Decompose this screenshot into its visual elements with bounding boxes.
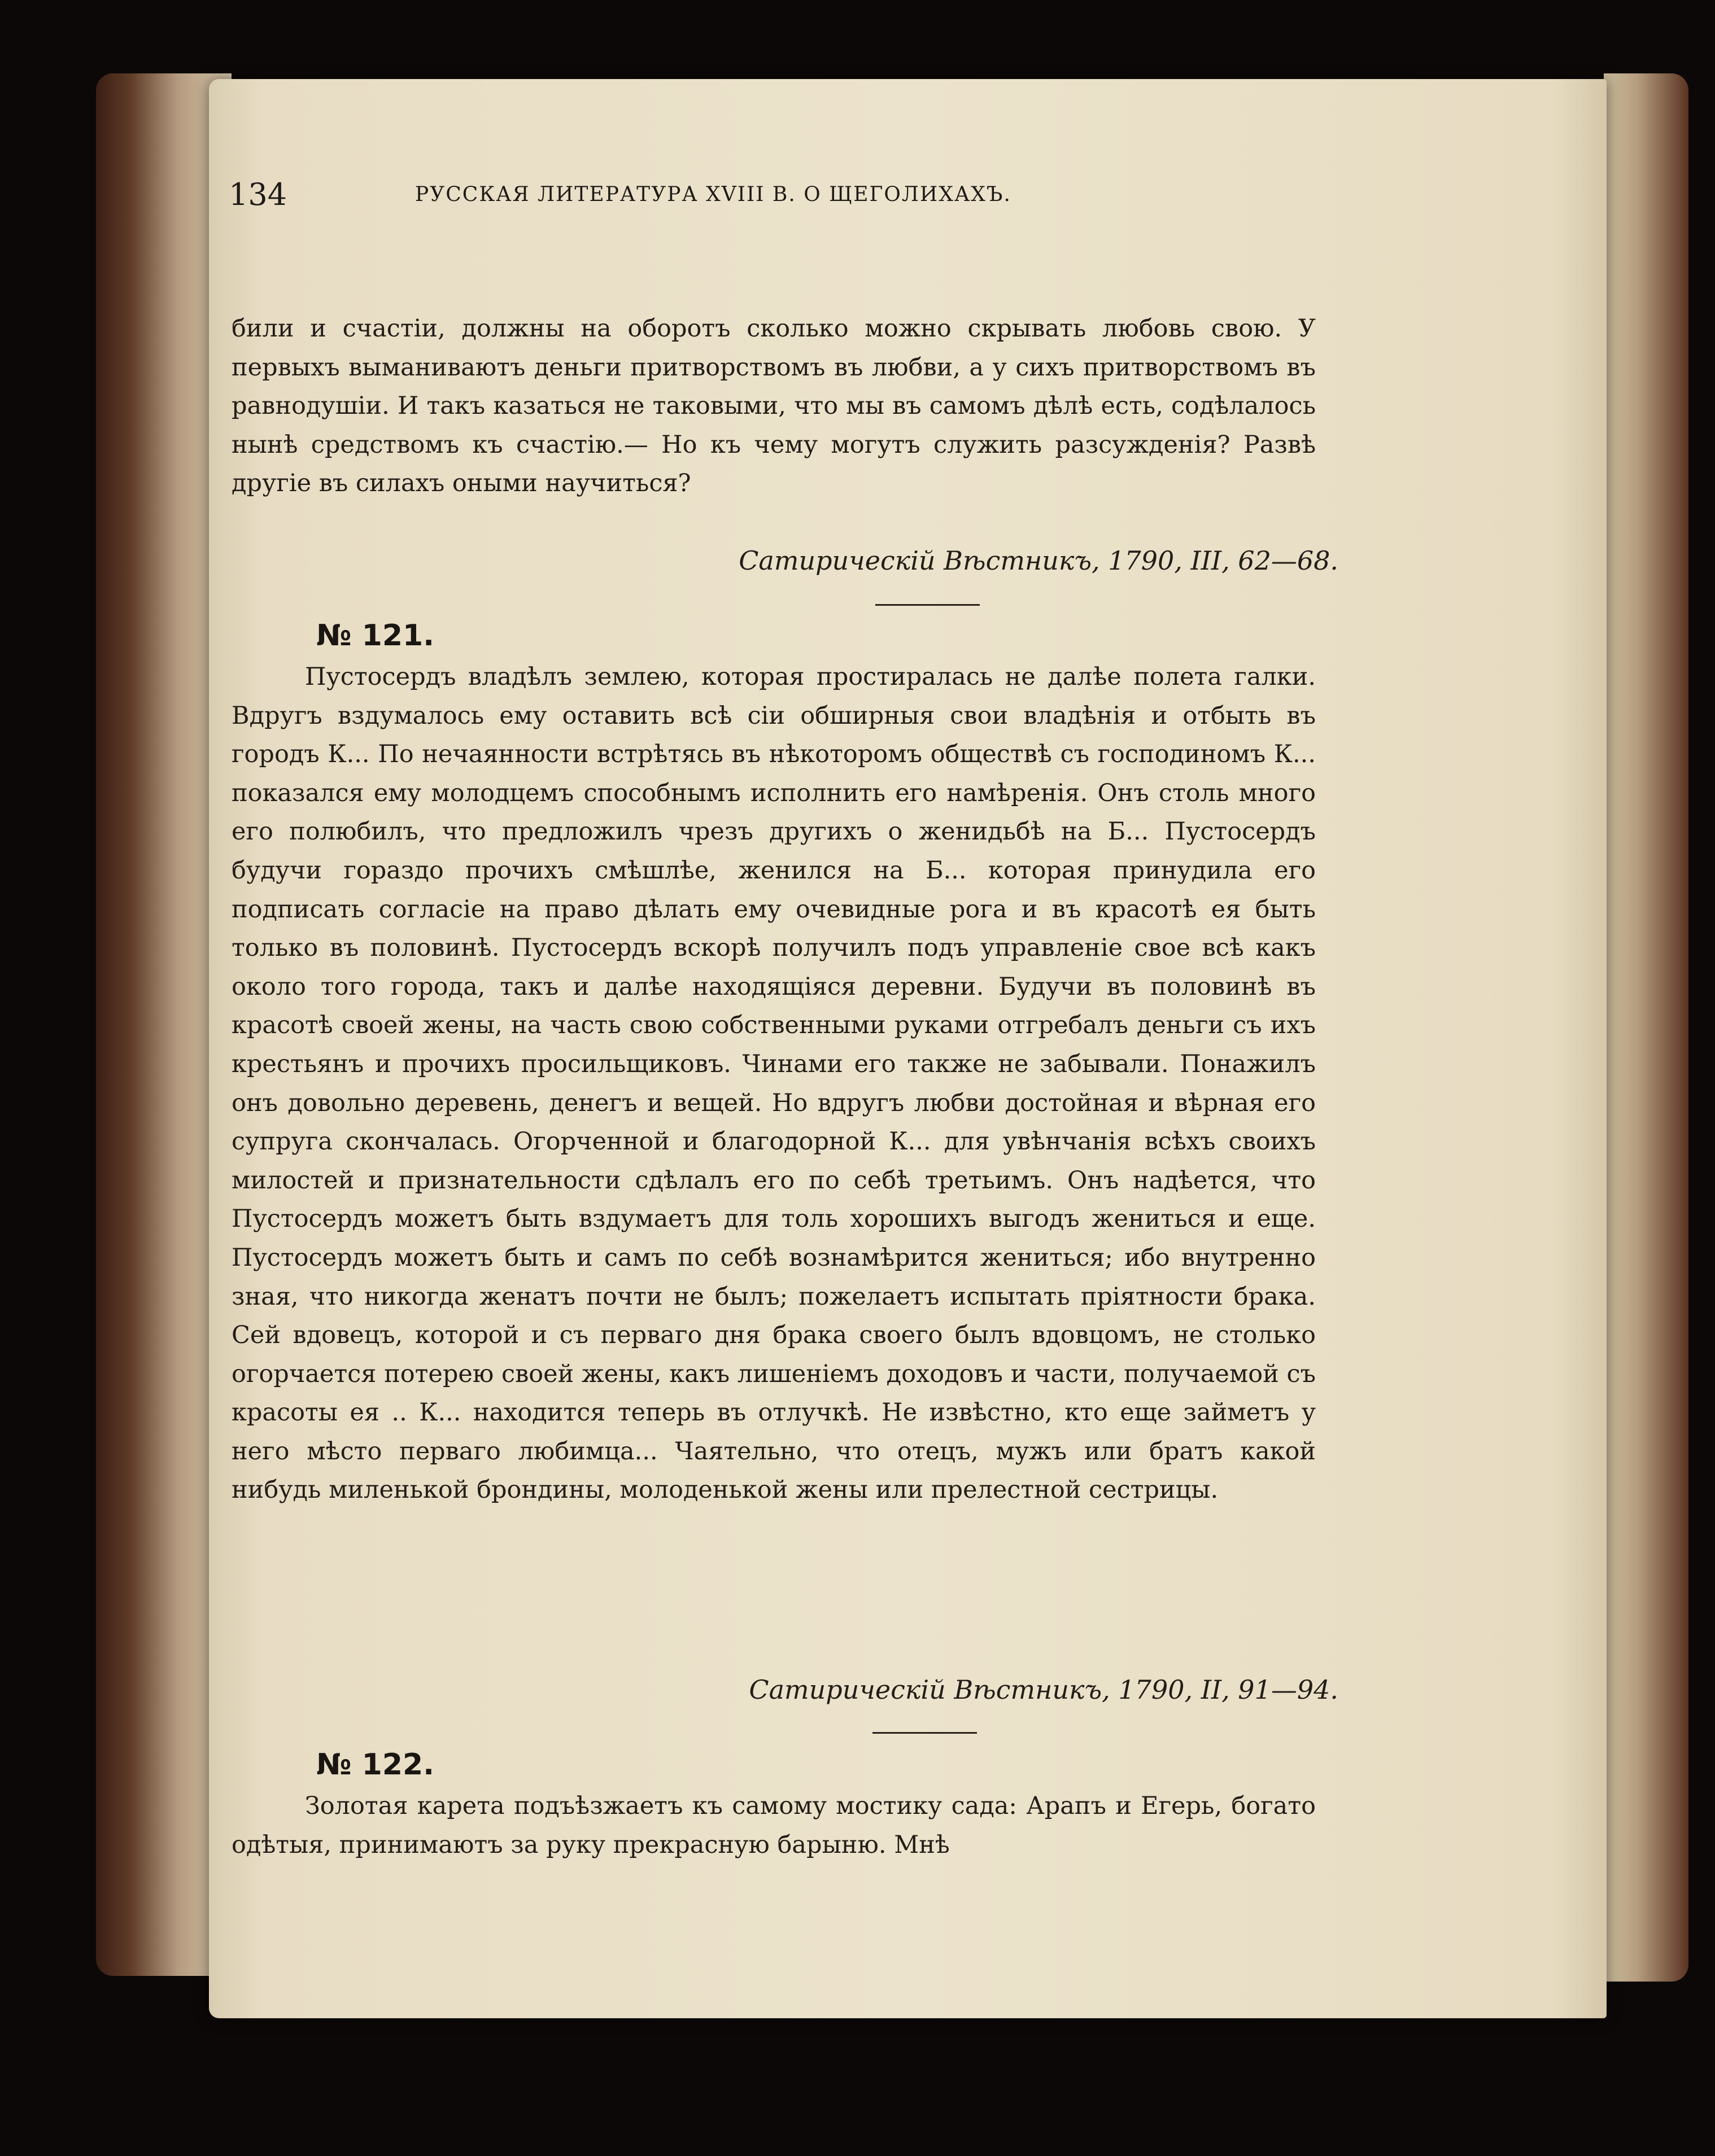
entry-number-122: № 122. <box>316 1748 434 1782</box>
running-title: РУССКАЯ ЛИТЕРАТУРА XVIII В. О ЩЕГОЛИХАХЪ. <box>415 183 1011 206</box>
entry-121-source: Сатирическій Вѣстникъ, 1790, II, 91—94. <box>749 1674 1338 1705</box>
entry-122-text: Золотая карета подъѣзжаетъ къ самому мостику сада: Арапъ и Егерь, богато одѣтыя, принимаютъ за руку прекрасную барыню. Мнѣ <box>232 1792 1316 1859</box>
entry-121-text: Пустосердъ владѣлъ землею, которая простиралась не далѣе полета галки. Вдругъ вздумалось ему оставить всѣ сіи обширныя свои владѣнія и отбыть въ городъ К... По нечаянности встрѣтясь въ нѣкоторомъ обществѣ съ господиномъ К... показался ему молодцемъ способнымъ исполнить его намѣренія. Онъ столь много его полюбилъ, что предложилъ чрезъ другихъ о женидьбѣ на Б... Пустосердъ будучи гораздо прочихъ смѣшлѣе, женился на Б... которая принудила его подписать согласіе на право дѣлать ему очевидные рога и въ красотѣ ея быть только въ половинѣ. Пустосердъ вскорѣ получилъ подъ управленіе свое всѣ какъ около того города, такъ и далѣе находящіяся деревни. Будучи въ половинѣ въ красотѣ своей жены, на часть свою собственными руками отгребалъ деньги съ ихъ крестьянъ и прочихъ просильщиковъ. Чинами его также не забывали. Понажилъ онъ довольно деревень, денегъ и вещей. Но вдругъ любви достойная и вѣрная его супруга скончалась. Огорченной и благодорной К... для увѣнчанія всѣхъ своихъ милостей и признательности сдѣлалъ его по себѣ третьимъ. Онъ надѣется, что Пустосердъ можетъ быть вздумаетъ для толь хорошихъ выгодъ жениться и еще. Пустосердъ можетъ быть и самъ по себѣ вознамѣрится жениться; ибо внутренно зная, что никогда женатъ почти не былъ; пожелаетъ испытать пріятности брака. Сей вдовецъ, которой и съ перваго дня брака своего былъ вдовцомъ, не столько огорчается потерею своей жены, какъ лишеніемъ доходовъ и части, получаемой съ красоты ея .. К... находится теперь въ отлучкѣ. Не извѣстно, кто еще займетъ у него мѣсто перваго любимца... Чаятельно, что отецъ, мужъ или братъ какой нибудь миленькой брондины, молоденькой жены или прелестной сестрицы. <box>232 663 1316 1505</box>
continuation-text: били и счастіи, должны на оборотъ сколько можно скрывать любовь свою. У первыхъ выманиваютъ деньги притворствомъ въ любви, а у сихъ притворствомъ въ равнодушіи. И такъ казаться не таковыми, что мы въ самомъ дѣлѣ есть, содѣлалось нынѣ средствомъ къ счастію.— Но къ чему могутъ служить разсужденія? Развѣ другіе въ силахъ оными научиться? <box>232 314 1316 498</box>
entry-121-paragraph <box>232 658 1316 1510</box>
page-number: 134 <box>229 177 287 212</box>
page-header <box>229 169 1324 220</box>
entry-number-121: № 121. <box>316 619 434 653</box>
separator-rule <box>875 604 980 606</box>
continuation-paragraph <box>232 309 1316 503</box>
entry-122-paragraph <box>232 1787 1316 1864</box>
book-page-edges-right <box>1604 73 1688 1982</box>
separator-rule <box>872 1732 977 1734</box>
continuation-source: Сатирическій Вѣстникъ, 1790, III, 62—68. <box>739 545 1338 576</box>
